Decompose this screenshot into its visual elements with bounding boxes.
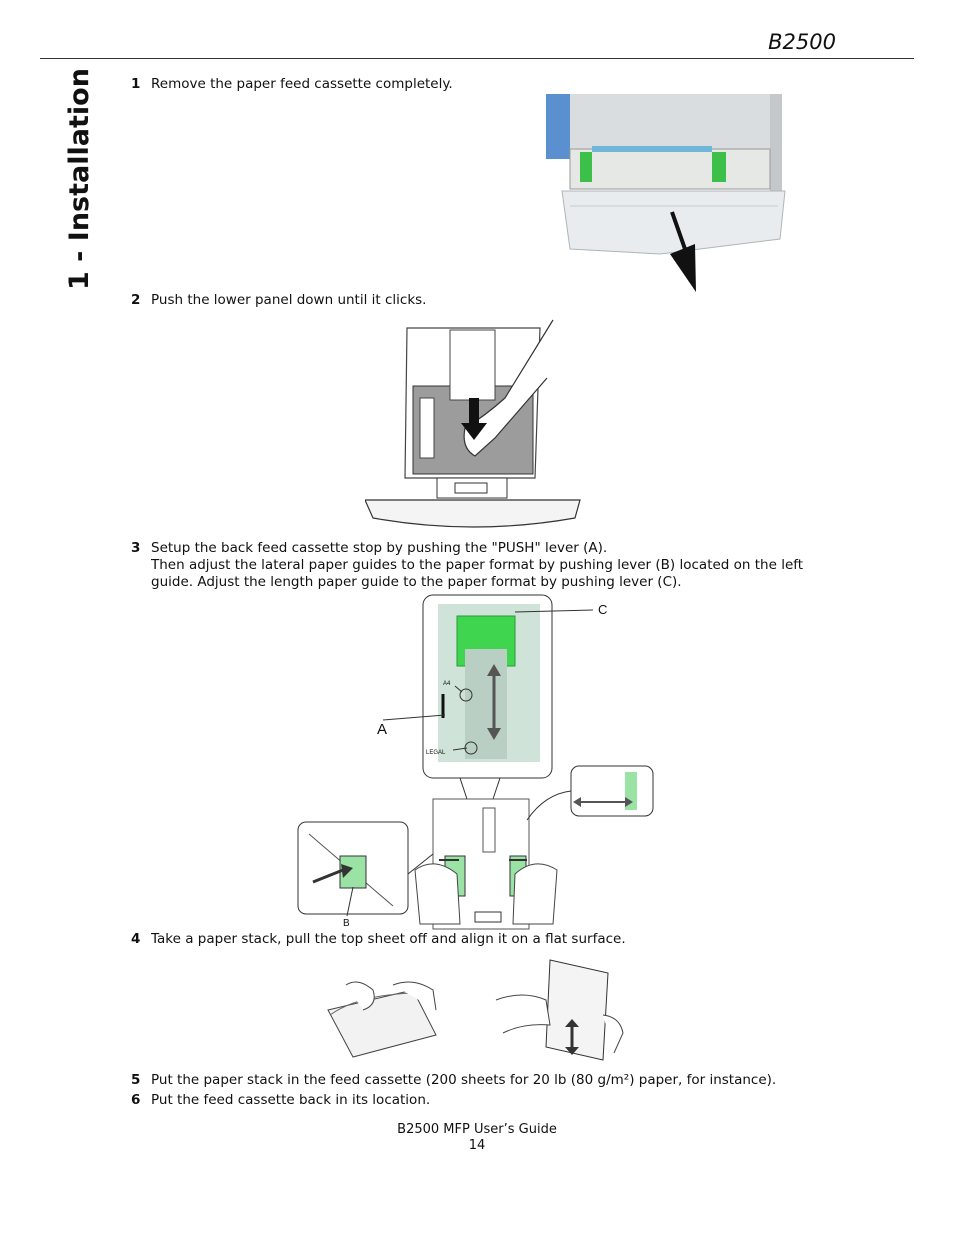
step-6 — [131, 1092, 430, 1109]
step-text: Remove the paper feed cassette completely. — [151, 76, 453, 92]
step-2 — [131, 292, 426, 309]
step-text-line: Then adjust the lateral paper guides to the paper format by pushing lever (B) located on the left — [151, 557, 804, 573]
step-number: 1 — [131, 76, 141, 92]
footer-page-number: 14 — [468, 1138, 486, 1153]
lever-a-label: A — [377, 721, 388, 738]
legal-mark-label: LEGAL — [426, 750, 446, 756]
push-lower-panel-illustration — [365, 318, 583, 533]
step-number: 3 — [131, 540, 141, 556]
step-text: Take a paper stack, pull the top sheet off and align it on a flat surface. — [151, 931, 626, 947]
header-title: B2500 — [768, 30, 836, 54]
cassette-removal-photo — [540, 94, 815, 294]
paper-guide-adjustment-illustration — [295, 594, 655, 932]
step-3 — [131, 540, 803, 591]
step-number: 4 — [131, 931, 141, 947]
step-text: Put the feed cassette back in its location. — [151, 1092, 431, 1108]
step-4 — [131, 931, 626, 948]
paper-stack-align-illustration — [318, 955, 630, 1065]
lever-b-label: B — [343, 918, 350, 929]
chapter-side-title: 1 - Installation — [64, 68, 95, 290]
a4-mark-label: A4 — [443, 681, 451, 687]
step-text: Push the lower panel down until it clicks. — [151, 292, 427, 308]
step-text: Setup the back feed cassette stop by pushing the "PUSH" lever (A). — [151, 540, 608, 556]
step-number: 6 — [131, 1092, 141, 1108]
lever-c-label: C — [598, 602, 608, 617]
footer-guide-title: B2500 MFP User’s Guide — [397, 1122, 557, 1137]
step-number: 5 — [131, 1072, 141, 1088]
step-number: 2 — [131, 292, 141, 308]
step-text-line: guide. Adjust the length paper guide to the paper format by pushing lever (C). — [151, 574, 682, 590]
step-1 — [131, 76, 453, 93]
header-rule — [40, 58, 914, 59]
step-5 — [131, 1072, 776, 1089]
step-text: Put the paper stack in the feed cassette (200 sheets for 20 lb (80 g/m²) paper, for instance). — [151, 1072, 777, 1088]
